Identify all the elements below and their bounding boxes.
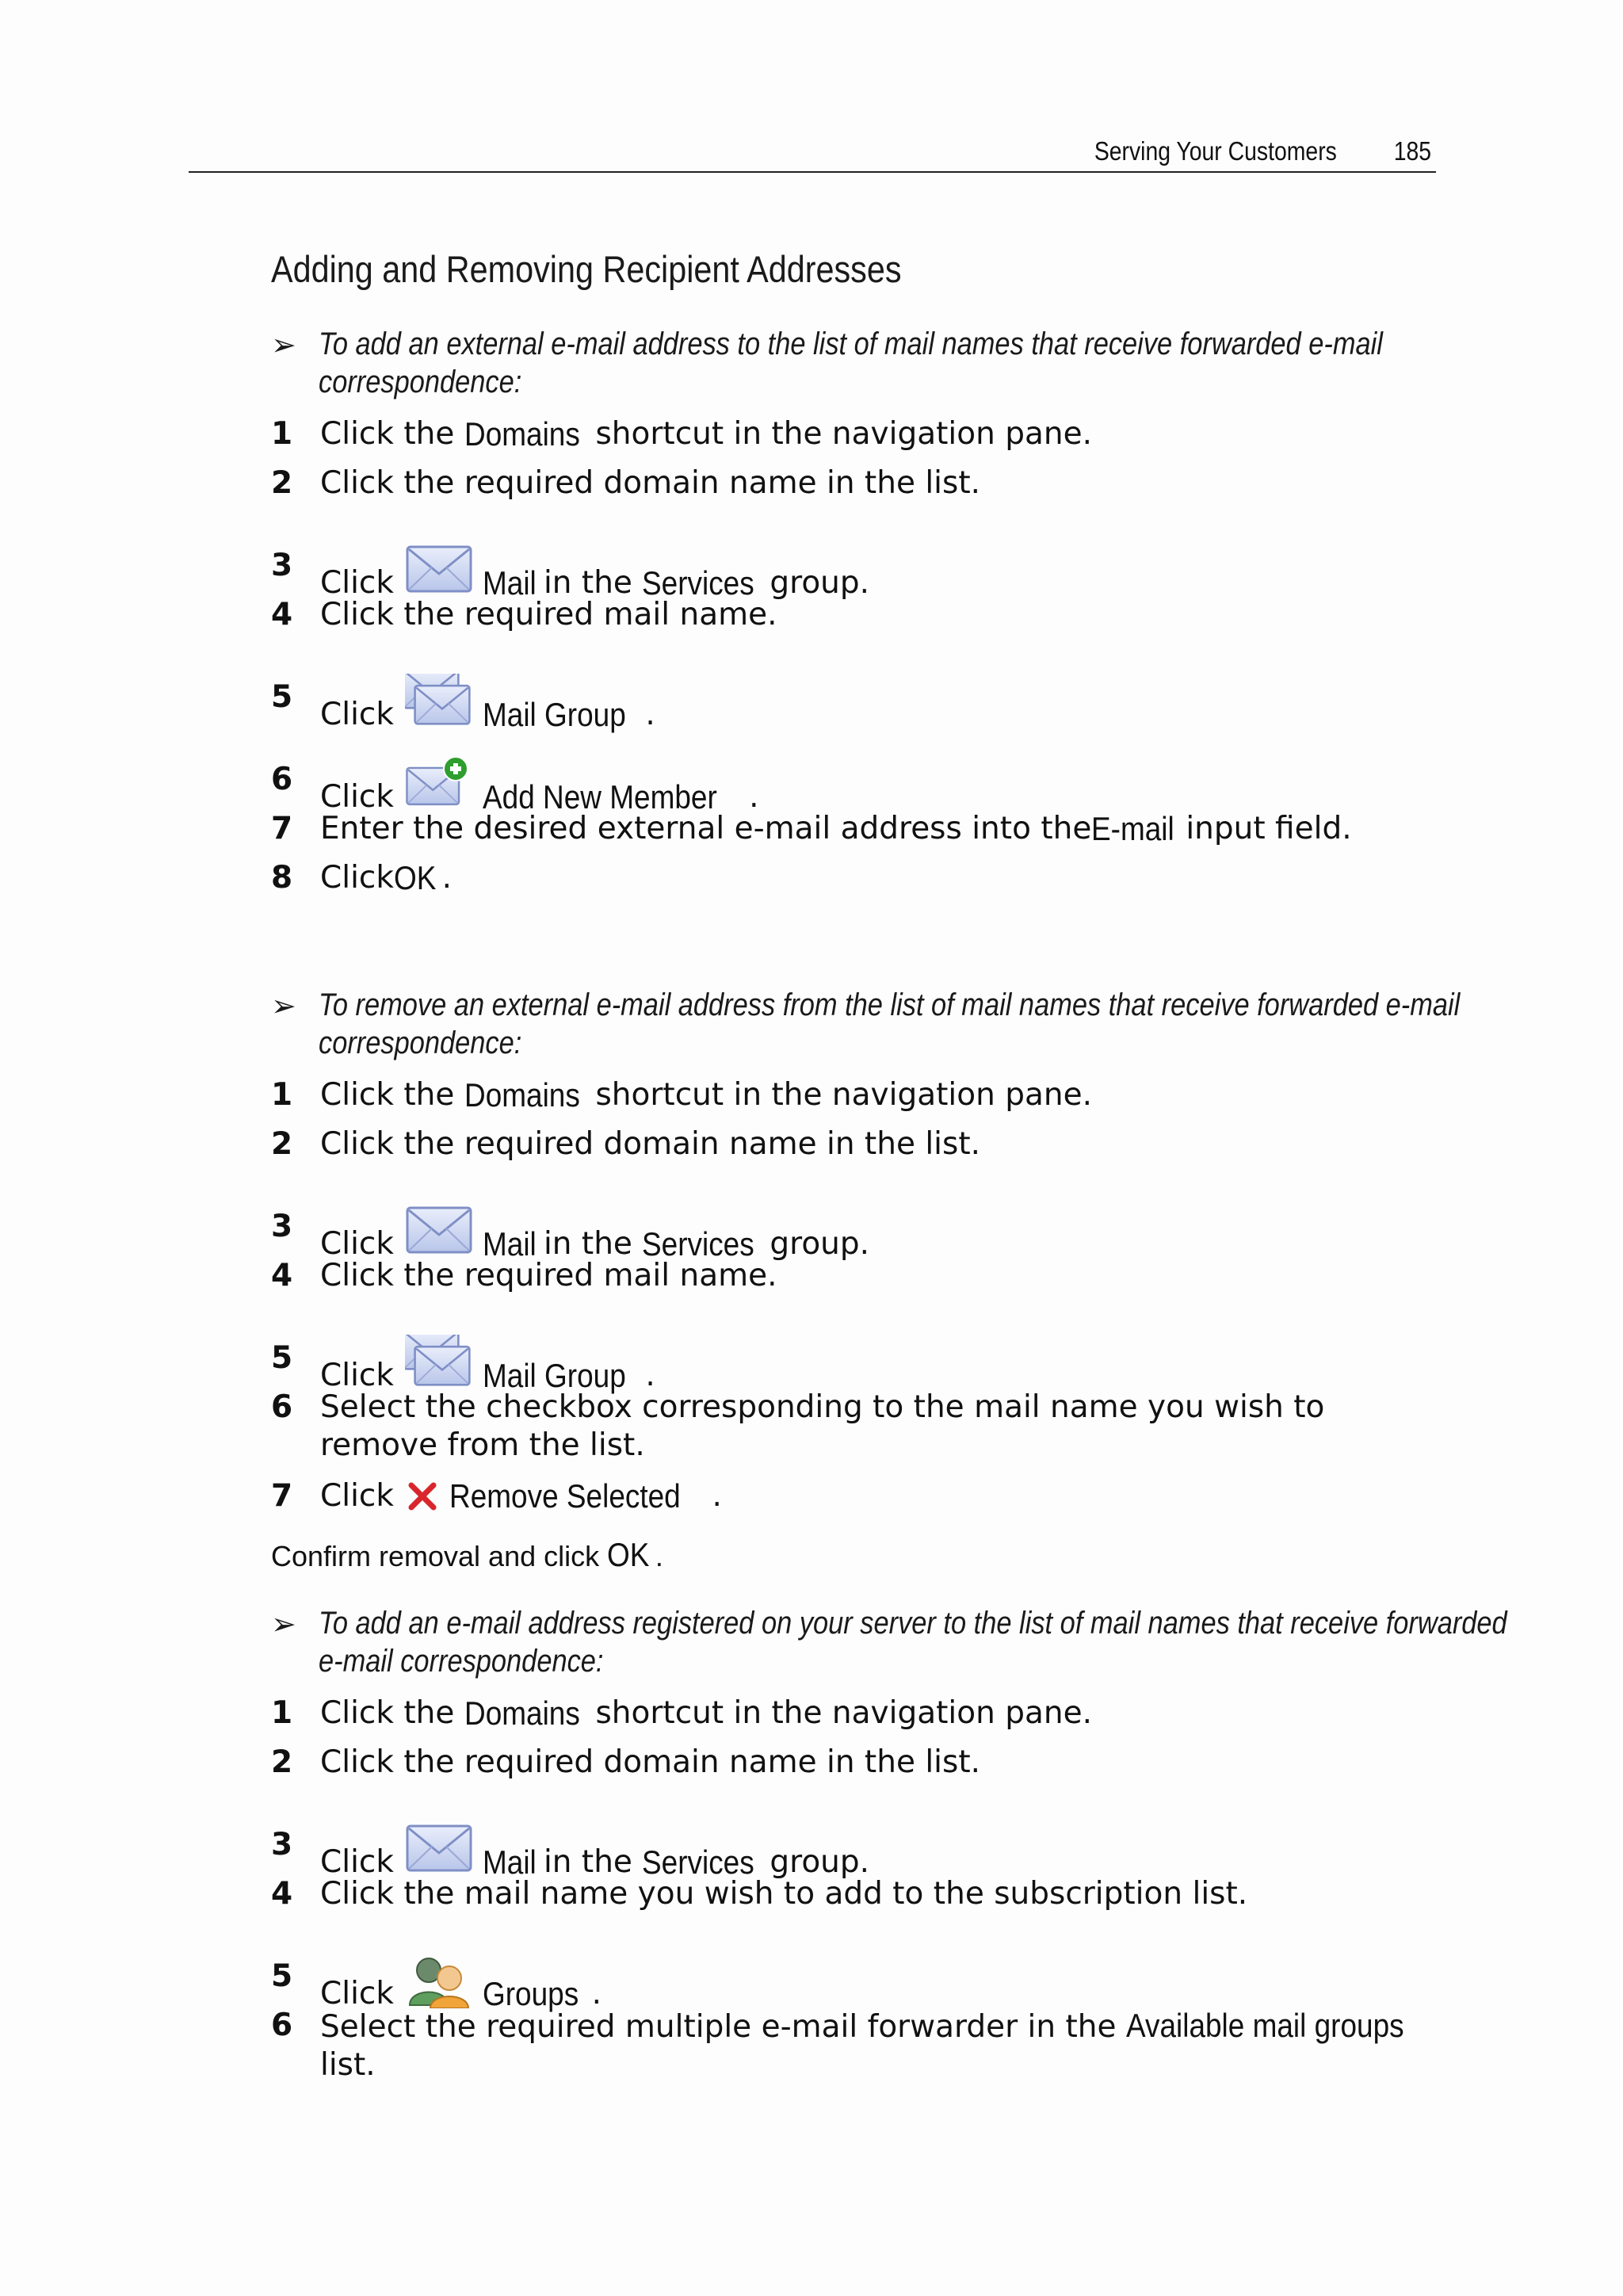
document-page: Serving Your Customers 185 Adding and Removing Recipient Addresses ➢ To add an external e-mail address to the list of mail names that receive forwarded e-mail correspondence: 1 Click the Domains shortcut in the navigation pane. 2 Click the required domain name in the list. 3 Click Mail in the Services group. 4 Click the required mail name. 5 Click Mail Group . 6 Click Add New Member . 7 Enter the desired external e-mail address into the E-mail input field. 8 Click OK . ➢ To remove an external e-mail address from the list of mail names that receive forwarded e-mail correspondence: 1 Click the Domains shortcut in the navigation pane. 2 Click the required domain name in the list. 3 Click Mail in the Services group. 4 Click the required mail name. 5 Click Mail Group . 6 Select the checkbox corresponding to the mail name you wish to remove from the list. 7 Click Remove Selected . Confirm removal and click OK . ➢ To add an e-mail address registered on your server to the list of mail names that receive forwarded e-mail correspondence: 1 Click the Domains shortcut in the navigation pane. 2 Click the required domain name in the list. 3 Click Mail in the Services group. 4 Click the mail name you wish to add to the subscription list. 5 Click Groups . 6 Select the required multiple e-mail forwarder in the Available mail groups list. <box>0 0 1623 2296</box>
mail-group-icon <box>405 674 473 729</box>
running-header <box>189 133 1436 173</box>
add-member-icon <box>405 756 473 812</box>
page-number: 185 <box>1393 136 1431 166</box>
mail-icon <box>405 1203 473 1259</box>
arrow-bullet-icon: ➢ <box>271 990 296 1023</box>
procedure-intro: ➢ To add an external e-mail address to the list of mail names that receive forwarded e-mail correspondence: <box>271 327 1383 399</box>
groups-icon <box>405 1953 473 2008</box>
running-header-title: Serving Your Customers <box>1094 136 1337 166</box>
arrow-bullet-icon: ➢ <box>271 329 296 362</box>
procedure-intro: ➢ To add an e-mail address registered on your server to the list of mail names that receive forwarded e-mail correspondence: <box>271 1606 1507 1679</box>
mail-group-icon <box>405 1335 473 1390</box>
confirmation-note: Confirm removal and click OK . <box>271 1536 663 1573</box>
mail-icon <box>405 1821 473 1877</box>
procedure-intro: ➢ To remove an external e-mail address from the list of mail names that receive forwarded e-mail correspondence: <box>271 988 1461 1060</box>
section-heading: Adding and Removing Recipient Addresses <box>271 248 902 290</box>
mail-icon <box>405 542 473 598</box>
arrow-bullet-icon: ➢ <box>271 1608 296 1641</box>
remove-icon <box>407 1480 438 1512</box>
